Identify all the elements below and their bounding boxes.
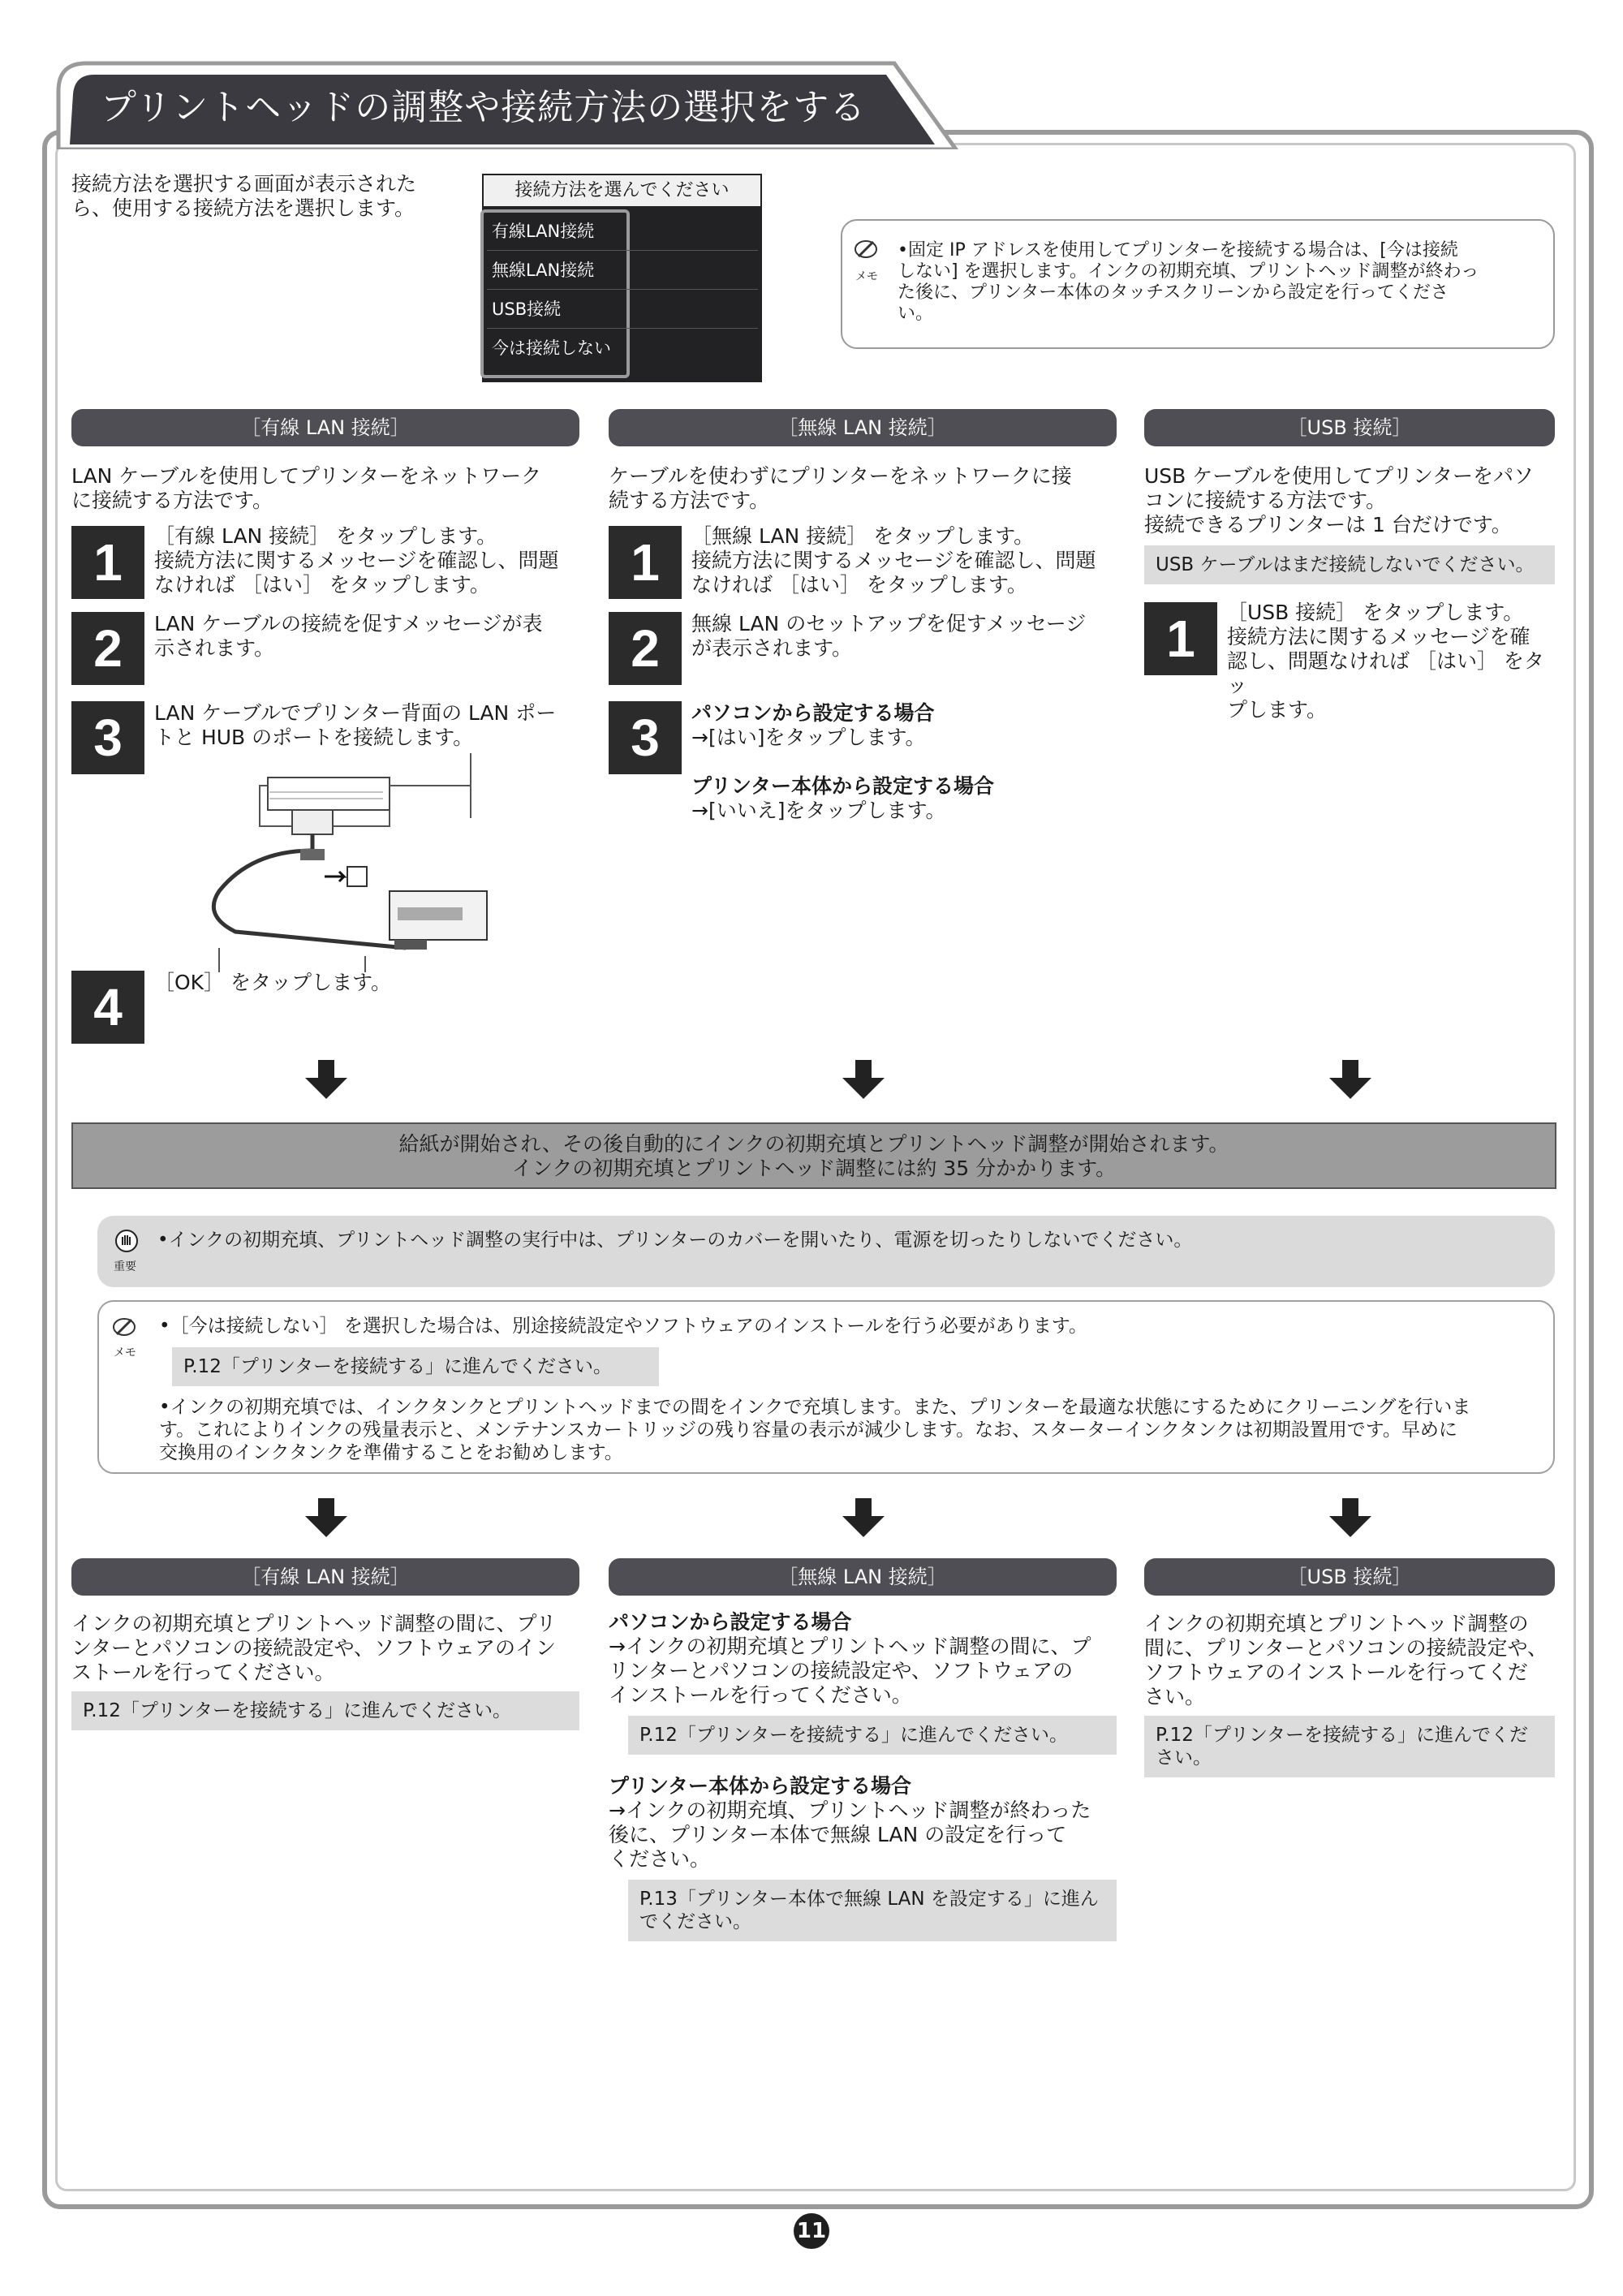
usb-desc: USB ケーブルを使用してプリンターをパソ コンに接続する方法です。 接続できるプリンターは 1 台だけです。 (1144, 464, 1535, 536)
bottom-wired-text: インクの初期充填とプリントヘッド調整の間に、プリ ンターとパソコンの接続設定や、ソフトウェアのイン ストールを行ってください。 (71, 1612, 557, 1684)
page-number: 11 (794, 2213, 829, 2249)
bottom-wireless-pc-text: →インクの初期充填とプリントヘッド調整の間に、プ リンターとパソコンの接続設定や、ソフトウェアの インストールを行ってください。 (609, 1635, 1091, 1707)
wireless-step-1: ［無線 LAN 接続］ をタップします。 接続方法に関するメッセージを確認し、問題 なければ ［はい］ をタップします。 (691, 524, 1096, 597)
usb-step-1: ［USB 接続］ をタップします。 接続方法に関するメッセージを確 認し、問題なければ ［はい］ をタッ プします。 (1227, 601, 1544, 722)
wired-step-3: LAN ケーブルでプリンター背面の LAN ポー トと HUB のポートを接続します。 (154, 701, 557, 749)
wired-step-2: LAN ケーブルの接続を促すメッセージが表 示されます。 (154, 612, 543, 660)
step-number: 4 (71, 971, 144, 1044)
wireless-step-3-pc-title: パソコンから設定する場合 (691, 701, 935, 725)
hand-icon (115, 1229, 138, 1253)
banner-line-1: 給紙が開始され、その後自動的にインクの初期充填とプリントヘッド調整が開始されます。 (398, 1132, 1229, 1156)
bottom-wired-header: ［有線 LAN 接続］ (71, 1558, 579, 1596)
step-number: 1 (609, 526, 682, 599)
usb-header: ［USB 接続］ (1144, 409, 1555, 446)
banner-line-2: インクの初期充填とプリントヘッド調整には約 35 分かかります。 (511, 1157, 1117, 1180)
wireless-step-2: 無線 LAN のセットアップを促すメッセージ が表示されます。 (691, 612, 1087, 660)
down-arrow-icon (1329, 1498, 1371, 1537)
memo-bottom-item-1: •［今は接続しない］ を選択した場合は、別途接続設定やソフトウェアのインストールを行う必要があります。 (159, 1316, 1087, 1337)
down-arrow-icon (305, 1060, 347, 1099)
bottom-usb-header: ［USB 接続］ (1144, 1558, 1555, 1596)
memo-top-label: メモ (855, 270, 878, 283)
wired-desc: LAN ケーブルを使用してプリンターをネットワーク に接続する方法です。 (71, 464, 542, 512)
bottom-wired-ref[interactable]: P.12「プリンターを接続する」に進んでください。 (71, 1691, 579, 1730)
bottom-wireless-printer-ref[interactable]: P.13「プリンター本体で無線 LAN を設定する」に進ん でください。 (628, 1880, 1117, 1941)
important-box (97, 1216, 1555, 1287)
step-number: 2 (609, 612, 682, 685)
pencil-icon (112, 1315, 136, 1339)
page-title: プリントヘッドの調整や接続方法の選択をする (101, 87, 867, 128)
wired-step-1: ［有線 LAN 接続］ をタップします。 接続方法に関するメッセージを確認し、問題 なければ ［はい］ をタップします。 (154, 524, 559, 597)
usb-note: USB ケーブルはまだ接続しないでください。 (1144, 545, 1555, 584)
bottom-wireless-printer-text: →インクの初期充填、プリントヘッド調整が終わった 後に、プリンター本体で無線 LAN の設定を行って ください。 (609, 1798, 1091, 1871)
down-arrow-icon (842, 1060, 885, 1099)
bottom-usb-text: インクの初期充填とプリントヘッド調整の 間に、プリンターとパソコンの接続設定や、 ソフトウェアのインストールを行ってくだ さい。 (1144, 1612, 1548, 1708)
step-number: 3 (609, 701, 682, 774)
memo-bottom-ref[interactable]: P.12「プリンターを接続する」に進んでください。 (172, 1347, 659, 1386)
step-number: 3 (71, 701, 144, 774)
screen-header: 接続方法を選んでください (482, 174, 762, 208)
bottom-usb-ref[interactable]: P.12「プリンターを接続する」に進んでくだ さい。 (1144, 1716, 1555, 1777)
wireless-header: ［無線 LAN 接続］ (609, 409, 1117, 446)
step-number: 1 (1144, 602, 1217, 675)
down-arrow-icon (842, 1498, 885, 1537)
important-text: •インクの初期充填、プリントヘッド調整の実行中は、プリンターのカバーを開いたり、電源を切ったりしないでください。 (157, 1230, 1193, 1251)
pencil-icon (854, 237, 878, 261)
screen-item-usb[interactable]: USB接続 (487, 291, 758, 329)
screen-item-wireless[interactable]: 無線LAN接続 (487, 252, 758, 290)
wireless-step-3-printer-text: →[いいえ]をタップします。 (691, 799, 946, 822)
bottom-wireless-header: ［無線 LAN 接続］ (609, 1558, 1117, 1596)
bottom-wireless-pc-title: パソコンから設定する場合 (609, 1610, 852, 1634)
memo-bottom-label: メモ (114, 1346, 136, 1359)
step-number: 1 (71, 526, 144, 599)
down-arrow-icon (305, 1498, 347, 1537)
memo-top-text: •固定 IP アドレスを使用してプリンターを接続する場合は、[今は接続 しない] を選択します。インクの初期充填、プリントヘッド調整が終わっ た後に、プリンター本体のタッチスクリーンから設定を行ってくださ い。 (898, 240, 1479, 324)
screen-item-not-now[interactable]: 今は接続しない (492, 338, 611, 358)
down-arrow-icon (1329, 1060, 1371, 1099)
wired-step-4: ［OK］ をタップします。 (154, 971, 392, 994)
wireless-step-3-printer-title: プリンター本体から設定する場合 (691, 774, 995, 798)
wireless-step-3-pc-text: →[はい]をタップします。 (691, 726, 926, 749)
wireless-desc: ケーブルを使わずにプリンターをネットワークに接 続する方法です。 (609, 464, 1072, 512)
bottom-wireless-printer-title: プリンター本体から設定する場合 (609, 1774, 912, 1798)
intro-text: 接続方法を選択する画面が表示された ら、使用する接続方法を選択します。 (71, 172, 417, 220)
lan-cable-illustration (203, 753, 503, 972)
important-label: 重要 (114, 1260, 136, 1273)
wired-header: ［有線 LAN 接続］ (71, 409, 579, 446)
step-number: 2 (71, 612, 144, 685)
memo-bottom-item-2: •インクの初期充填では、インクタンクとプリントヘッドまでの間をインクで充填します。また、プリンターを最適な状態にするためにクリーニングを行いま す。これによりインクの残量表示と、メンテナンスカートリッジの残り容量の表示が減少します。なお、スターターインクタンクは初期設置用です。早めに 交換用のインクタンクを準備することをお勧めします。 (159, 1397, 1471, 1463)
bottom-wireless-pc-ref[interactable]: P.12「プリンターを接続する」に進んでください。 (628, 1716, 1117, 1755)
screen-item-wired[interactable]: 有線LAN接続 (487, 213, 758, 251)
process-banner (71, 1122, 1556, 1189)
